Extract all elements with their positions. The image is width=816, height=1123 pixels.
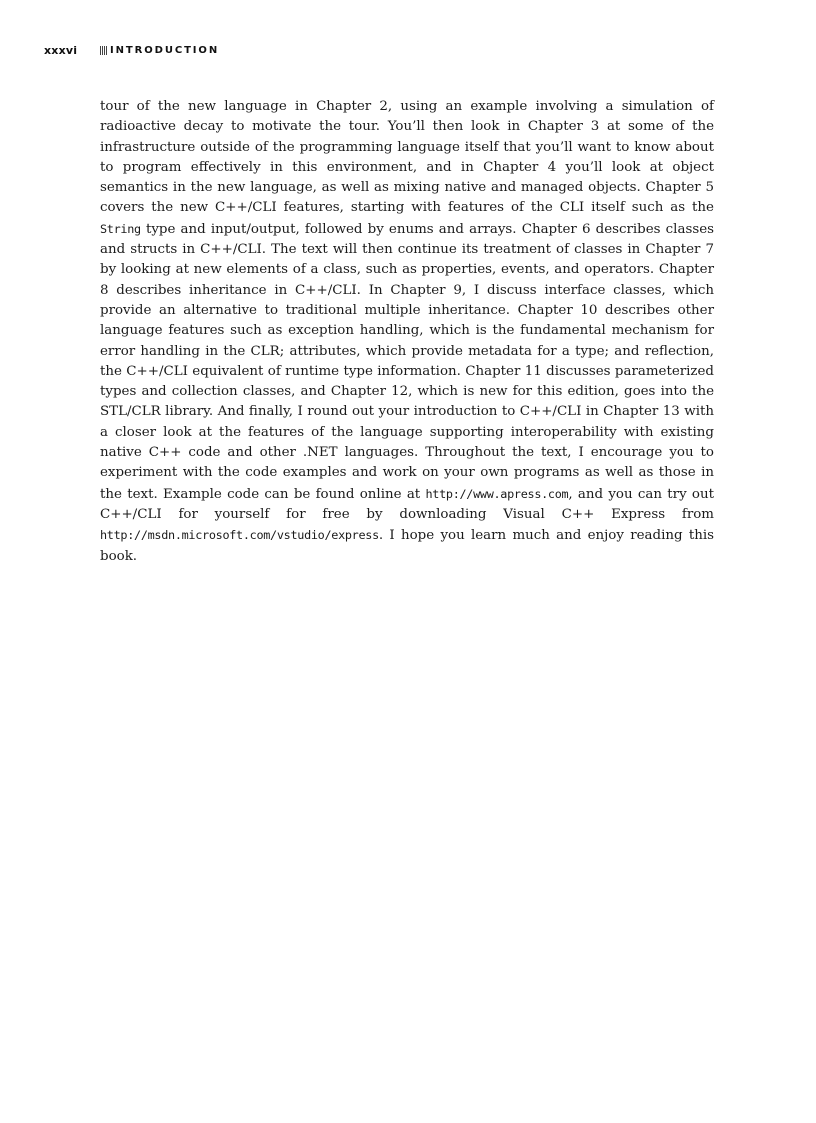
page-number: xxxvi	[44, 43, 78, 57]
inline-code-string: String	[100, 221, 141, 236]
header-marker-icon	[100, 46, 108, 55]
body-text-segment: , and you can try out C++/CLI for yourself for free by downloading Visual C++ Express from	[100, 486, 714, 522]
section-title: INTRODUCTION	[110, 44, 220, 56]
body-text-segment: . I hope you learn much and enjoy reading this book.	[100, 528, 714, 564]
body-text-segment: tour of the new language in Chapter 2, using an example involving a simulation of radioactive decay to motivate the tour. You’ll then look in Chapter 3 at some of the infrastructure outside of the programming language itself that you’ll want to know about to program effectively in this environment, and in Chapter 4 you’ll look at object semantics in the new language, as well as mixing native and managed objects. Chapter 5 covers the new C++/CLI features, starting with features of the CLI itself such as the	[100, 99, 714, 216]
body-text-segment: type and input/output, followed by enums and arrays. Chapter 6 describes classes and structs in C++/CLI. The text will then continue its treatment of classes in Chapter 7 by looking at new elements of a class, such as properties, events, and operators. Chapter 8 describes inheritance in C++/CLI. In Chapter 9, I discuss interface classes, which provide an alternative to traditional multiple inheritance. Chapter 10 describes other language features such as exception handling, which is the fundamental mechanism for error handling in the CLR; attributes, which provide metadata for a type; and reflection, the C++/CLI equivalent of runtime type information. Chapter 11 discusses parameterized types and collection classes, and Chapter 12, which is new for this edition, goes into the STL/CLR library. And finally, I round out your introduction to C++/CLI in Chapter 13 with a closer look at the features of the language supporting interoperability with existing native C++ code and other .NET languages. Throughout the text, I encourage you to experiment with the code examples and work on your own programs as well as those in the text. Example code can be found online at	[100, 221, 714, 502]
apress-url: http://www.apress.com	[425, 486, 569, 501]
running-header	[44, 43, 219, 57]
body-paragraph	[100, 97, 714, 567]
msdn-url: http://msdn.microsoft.com/vstudio/express	[100, 528, 379, 543]
